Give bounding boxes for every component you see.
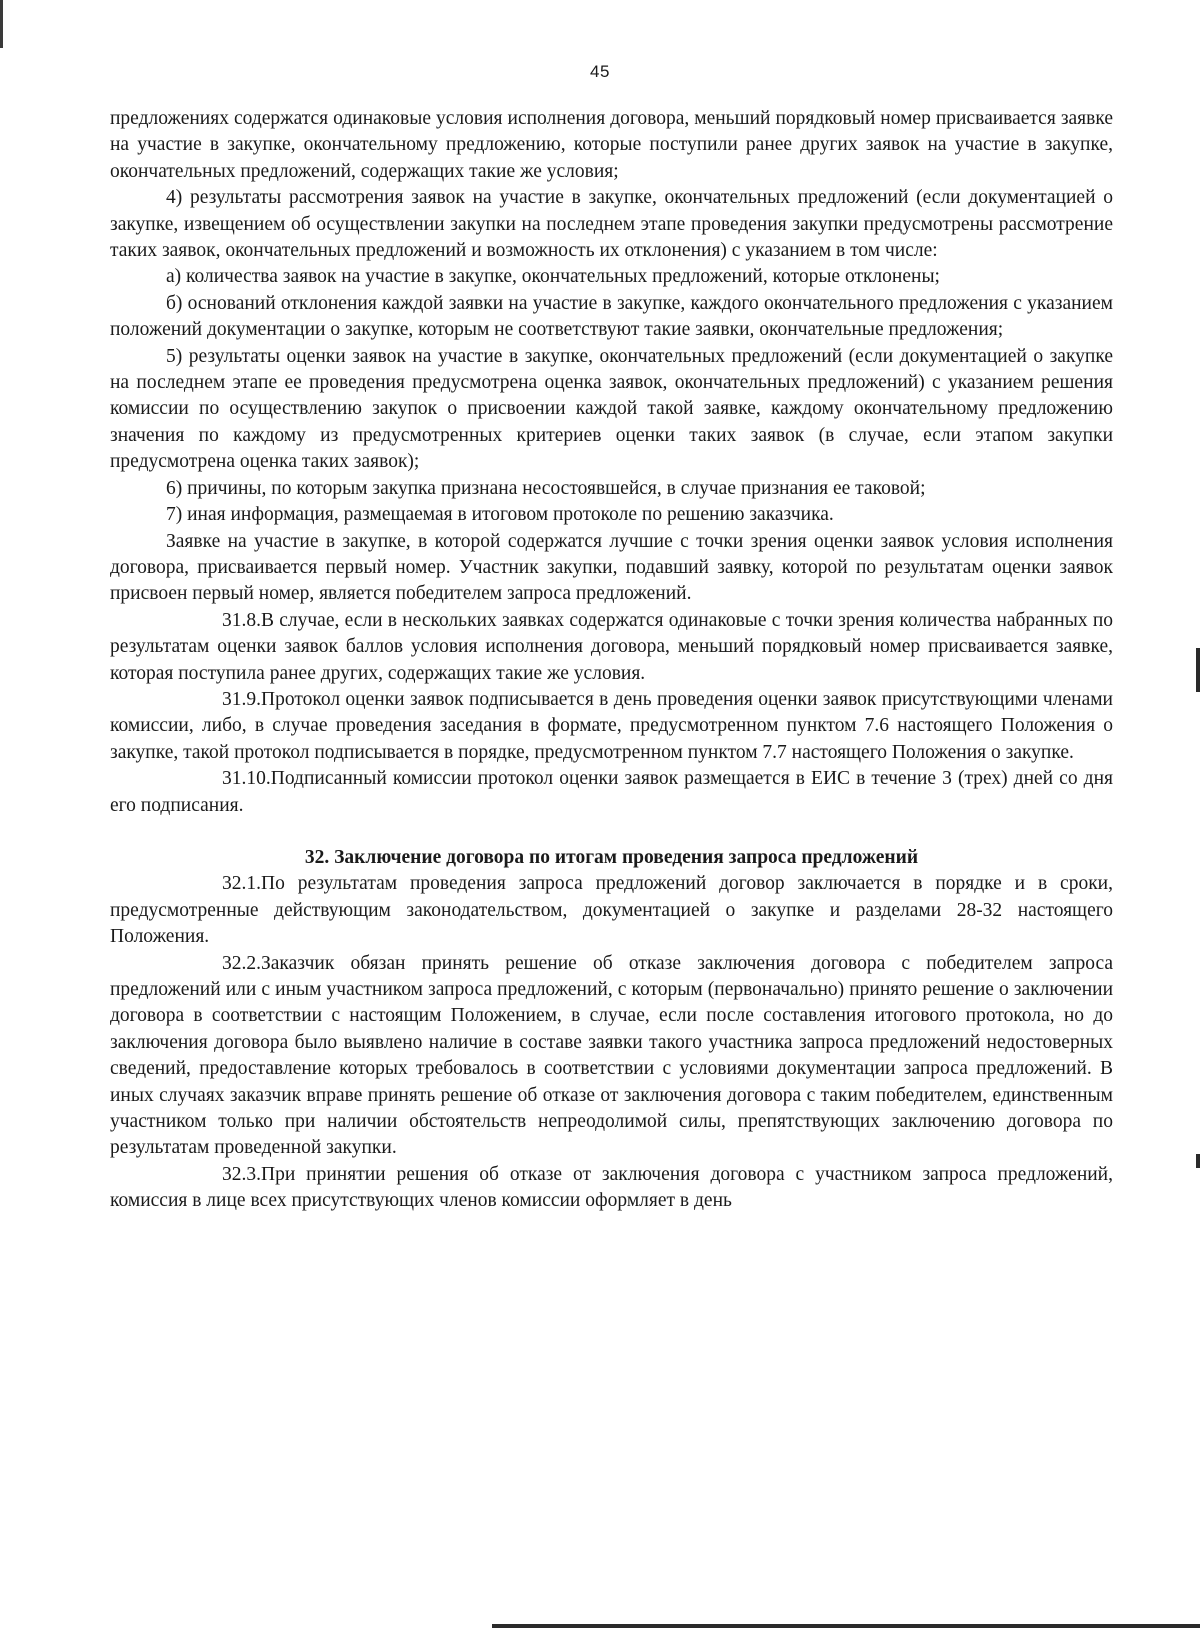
section-heading: 32. Заключение договора по итогам проведения запроса предложений [304, 846, 919, 868]
document-body [110, 106, 1113, 1215]
paragraph-text: 6) причины, по которым закупка признана несостоявшейся, в случае признания ее таковой; [166, 477, 926, 499]
paragraph-text: а) количества заявок на участие в закупке, окончательных предложений, которые отклонены; [166, 266, 940, 288]
page-number: 45 [590, 62, 610, 81]
paragraph [110, 264, 1113, 290]
section-paragraph-list [110, 871, 1113, 1214]
scan-margin-mark [0, 0, 3, 48]
paragraph-text: Заявке на участие в закупке, в которой содержатся лучшие с точки зрения оценки заявок условия исполнения договора, присваивается первый номер. Участник закупки, подавший заявку, которой по результатам оценки заявок присвоен первый номер, является победителем запроса предложений. [110, 530, 1113, 605]
paragraph [110, 344, 1113, 476]
paragraph-text: В случае, если в нескольких заявках содержатся одинаковые с точки зрения количества набранных по результатам оценки заявок баллов условия исполнения договора, меньший порядковый номер присваивается заявке, которая поступила ранее других, содержащих такие же условия. [110, 609, 1113, 684]
paragraph-text: б) оснований отклонения каждой заявки на участие в закупке, каждого окончательного предложения с указанием положений документации о закупке, которым не соответствуют такие заявки, окончательные предложения; [110, 292, 1113, 341]
paragraph-text: Подписанный комиссии протокол оценки заявок размещается в ЕИС в течение 3 (трех) дней со дня его подписания. [110, 768, 1113, 816]
paragraph-text: При принятии решения об отказе от заключения договора с участником запроса предложений, комиссия в лице всех присутствующих членов комиссии оформляет в день [110, 1163, 1113, 1212]
clause-number: 32.3. [222, 1163, 261, 1185]
paragraph-text: 7) иная информация, размещаемая в итоговом протоколе по решению заказчика. [166, 504, 834, 526]
paragraph-text: Заказчик обязан принять решение об отказе заключения договора с победителем запроса предложений или с иным участником запроса предложений, с которым (первоначально) принято решение о заключении договора в соответствии с настоящим Положением, в случае, если после составления итогового протокола, но до заключения договора было выявлено наличие в составе заявки такого участника запроса предложений недостоверных сведений, предоставление которых требовалось в соответствии с условиями документации запроса предложений. В иных случаях заказчик вправе принять решение об отказе от заключения договора с таким победителем, единственным участником только при наличии обстоятельств непреодолимой силы, препятствующих заключению договора по результатам проведенной закупки. [110, 952, 1113, 1159]
clause-number: 31.9. [222, 688, 261, 710]
scan-margin-mark [1196, 648, 1200, 692]
paragraph [110, 1162, 1113, 1215]
paragraph [110, 476, 1113, 502]
scan-margin-mark [1196, 1154, 1200, 1168]
paragraph-text: 4) результаты рассмотрения заявок на участие в закупке, окончательных предложений (если документацией о закупке, извещением об осуществлении закупки на последнем этапе проведения закупки предусмотрены рассмотрение таких заявок, окончательных предложений и возможность их отклонения) с указанием в том числе: [110, 187, 1113, 262]
paragraph-list [110, 106, 1113, 819]
paragraph [110, 502, 1113, 528]
paragraph [110, 951, 1113, 1162]
paragraph-text: 5) результаты оценки заявок на участие в закупке, окончательных предложений (если документацией о закупке на последнем этапе ее проведения предусмотрена оценка заявок, окончательных предложений) с указанием решения комиссии по осуществлению закупок о присвоении каждой такой заявке, каждому окончательному предложению значения по каждому из предусмотренных критериев оценки таких заявок (в случае, если этапом закупки предусмотрена оценка таких заявок); [110, 345, 1113, 473]
paragraph-text: По результатам проведения запроса предложений договор заключается в порядке и в сроки, предусмотренные действующим законодательством, документацией о закупке и разделами 28-32 настоящего Положения. [110, 873, 1113, 948]
paragraph [110, 871, 1113, 950]
paragraph [110, 608, 1113, 687]
paragraph [110, 687, 1113, 766]
clause-number: 32.1. [222, 873, 261, 895]
clause-number: 31.10. [222, 768, 271, 790]
paragraph [110, 291, 1113, 344]
paragraph [110, 185, 1113, 264]
paragraph-text: Протокол оценки заявок подписывается в день проведения оценки заявок присутствующими членами комиссии, либо, в случае проведения заседания в формате, предусмотренном пунктом 7.6 настоящего Положения о закупке, такой протокол подписывается в порядке, предусмотренном пунктом 7.7 настоящего Положения о закупке. [110, 688, 1113, 763]
clause-number: 31.8. [222, 609, 261, 631]
paragraph [110, 106, 1113, 185]
paragraph-text: предложениях содержатся одинаковые условия исполнения договора, меньший порядковый номер присваивается заявке на участие в закупке, окончательному предложению, которые поступили ранее других заявок на участие в закупке, окончательных предложений, содержащих такие же условия; [110, 108, 1113, 182]
paragraph [110, 529, 1113, 608]
paragraph [110, 766, 1113, 819]
clause-number: 32.2. [222, 952, 261, 974]
scan-bottom-rule [492, 1624, 1200, 1628]
